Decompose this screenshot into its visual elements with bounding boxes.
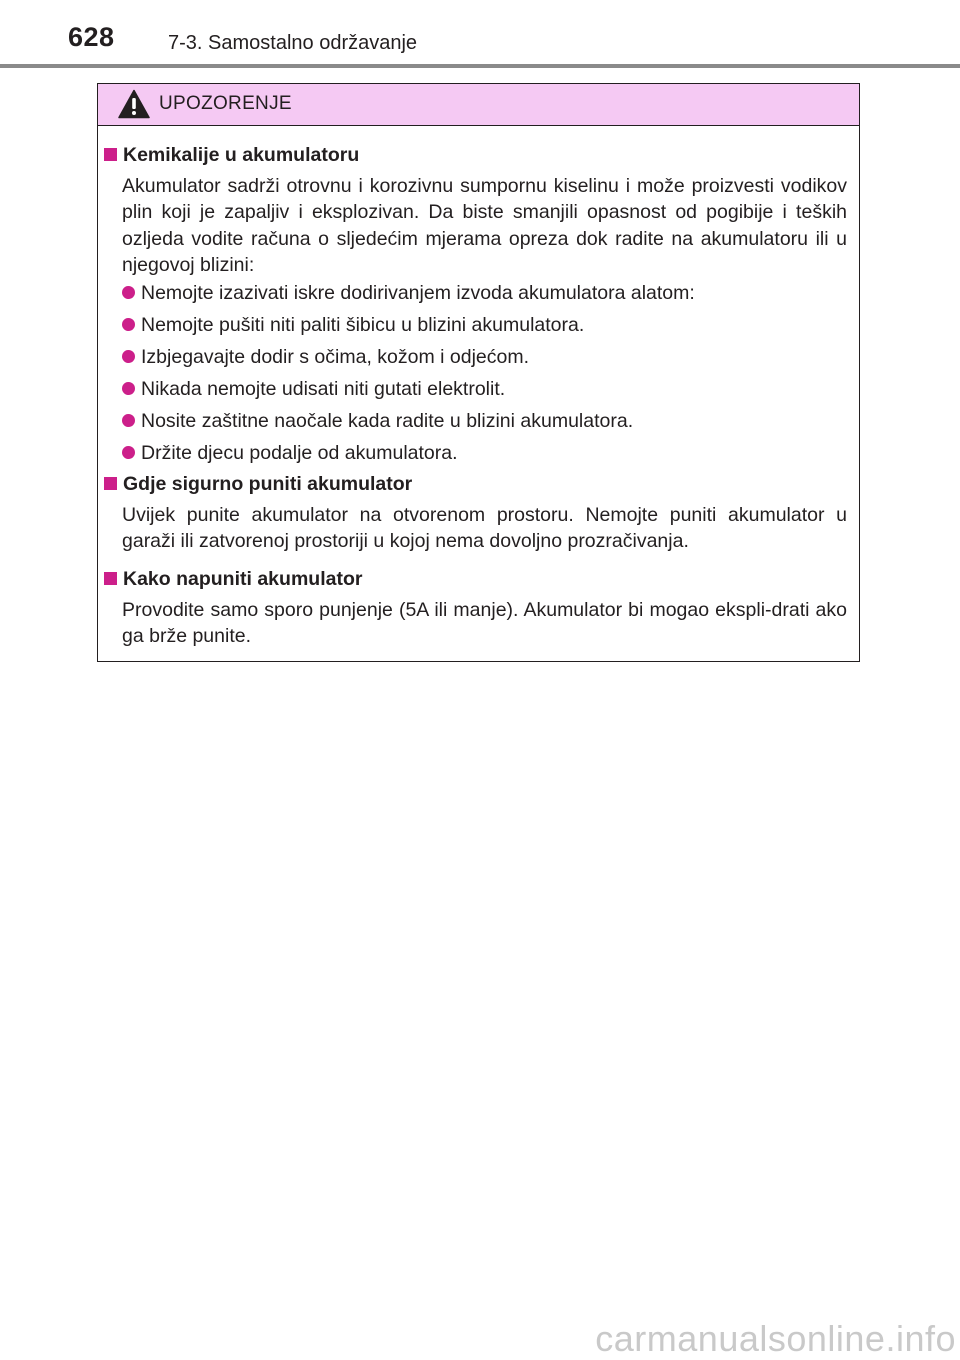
round-bullet-icon — [122, 350, 135, 363]
section-heading-where-to-charge — [104, 473, 412, 496]
header-rule — [0, 64, 960, 68]
section-text-how-to-charge: Provodite samo sporo punjenje (5A ili manje). Akumulator bi mogao ekspli-drati ako ga brže punite. — [122, 599, 847, 648]
round-bullet-icon — [122, 446, 135, 459]
section-title: 7-3. Samostalno održavanje — [168, 32, 418, 54]
list-item — [122, 346, 529, 369]
section-heading-text: Gdje sigurno puniti akumulator — [123, 473, 413, 495]
list-item — [122, 442, 458, 465]
warning-header — [98, 84, 859, 126]
list-item-text: Nemojte izazivati iskre dodirivanjem izvoda akumulatora alatom: — [141, 282, 695, 304]
list-item-text: Nikada nemojte udisati niti gutati elektrolit. — [141, 378, 506, 400]
page-number: 628 — [68, 22, 115, 52]
list-item — [122, 410, 633, 433]
round-bullet-icon — [122, 286, 135, 299]
round-bullet-icon — [122, 318, 135, 331]
list-item-text: Nosite zaštitne naočale kada radite u blizini akumulatora. — [141, 410, 634, 432]
section-heading-chemicals — [104, 144, 359, 167]
list-item-text: Izbjegavajte dodir s očima, kožom i odjećom. — [141, 346, 530, 368]
round-bullet-icon — [122, 382, 135, 395]
square-bullet-icon — [104, 477, 117, 490]
page-header — [0, 0, 960, 72]
list-item-text: Nemojte pušiti niti paliti šibicu u blizini akumulatora. — [141, 314, 585, 336]
list-item — [122, 378, 505, 401]
warning-title: UPOZORENJE — [159, 93, 292, 114]
round-bullet-icon — [122, 414, 135, 427]
list-item — [122, 314, 584, 337]
warning-triangle-icon — [118, 89, 150, 119]
section-text-chemicals: Akumulator sadrži otrovnu i korozivnu sumpornu kiselinu i može proizvesti vodikov plin koji je zapaljiv i eksplozivan. Da biste smanjili opasnost od pogibije i teških ozljeda vodite računa o sljedećim mjerama opreza dok radite na akumulatoru ili u njegovoj blizini: — [122, 175, 847, 276]
list-item — [122, 282, 695, 305]
warning-box — [97, 83, 860, 662]
section-heading-how-to-charge — [104, 568, 362, 591]
section-heading-text: Kemikalije u akumulatoru — [123, 144, 360, 166]
square-bullet-icon — [104, 572, 117, 585]
section-heading-text: Kako napuniti akumulator — [123, 568, 363, 590]
square-bullet-icon — [104, 148, 117, 161]
section-text-where-to-charge: Uvijek punite akumulator na otvorenom prostoru. Nemojte puniti akumulator u garaži ili zatvorenoj prostoriji u kojoj nema dovoljno prozračivanja. — [122, 504, 847, 553]
list-item-text: Držite djecu podalje od akumulatora. — [141, 442, 458, 464]
watermark: carmanualsonline.info — [595, 1318, 956, 1359]
